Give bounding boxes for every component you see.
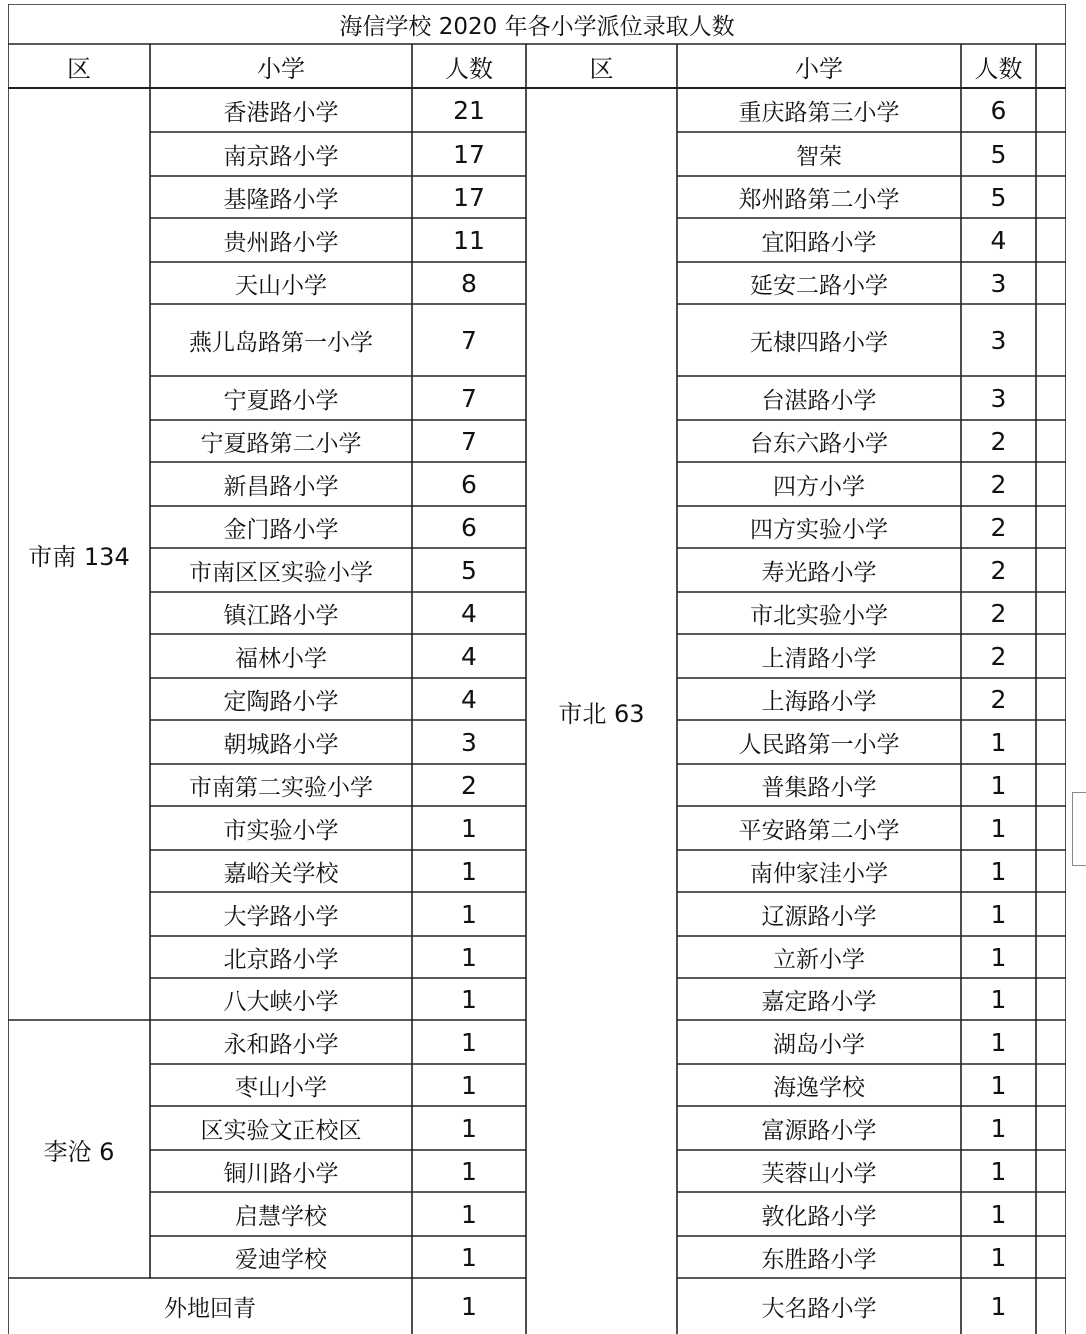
right-school-name: 普集路小学 — [761, 774, 877, 801]
right-school-name: 市北实验小学 — [750, 602, 888, 629]
left-school-count: 1 — [461, 1070, 477, 1100]
right-school-name: 辽源路小学 — [761, 903, 877, 930]
left-school-count: 7 — [461, 426, 477, 456]
right-school-count: 1 — [990, 1027, 1007, 1057]
district-label-left: 市南 134 — [28, 542, 130, 571]
left-school-name: 铜川路小学 — [223, 1160, 339, 1187]
right-school-count: 5 — [990, 139, 1007, 169]
right-school-name: 无棣四路小学 — [750, 329, 888, 356]
left-school-name: 天山小学 — [235, 272, 327, 299]
right-school-count: 2 — [990, 469, 1007, 499]
left-school-name: 南京路小学 — [223, 143, 339, 170]
left-school-name: 宁夏路小学 — [223, 387, 339, 414]
left-last-count: 1 — [461, 1291, 477, 1321]
left-school-name: 新昌路小学 — [223, 473, 339, 500]
left-school-count: 4 — [461, 641, 477, 671]
right-school-count: 5 — [990, 182, 1007, 212]
left-school-count: 6 — [461, 469, 477, 499]
left-school-name: 大学路小学 — [223, 903, 339, 930]
district-label-right: 市北 63 — [558, 699, 645, 728]
left-school-count: 1 — [461, 1156, 477, 1186]
left-school-name: 市南第二实验小学 — [189, 774, 373, 801]
right-school-count: 3 — [990, 383, 1007, 413]
right-school-name: 大名路小学 — [761, 1295, 877, 1322]
right-school-count: 1 — [990, 984, 1007, 1014]
admission-table — [8, 4, 1066, 1334]
right-school-name: 郑州路第二小学 — [738, 186, 900, 213]
right-school-count: 4 — [990, 225, 1007, 255]
right-school-count: 1 — [990, 770, 1007, 800]
right-school-count: 1 — [990, 813, 1007, 843]
left-school-count: 4 — [461, 598, 477, 628]
left-school-name: 朝城路小学 — [223, 731, 339, 758]
right-school-name: 四方小学 — [773, 473, 865, 500]
right-school-count: 1 — [990, 856, 1007, 886]
header-count-left: 人数 — [445, 54, 493, 83]
right-school-name: 嘉定路小学 — [761, 988, 877, 1015]
right-school-name: 寿光路小学 — [761, 559, 877, 586]
left-school-name: 启慧学校 — [235, 1203, 327, 1230]
left-school-count: 1 — [461, 899, 477, 929]
left-school-count: 11 — [453, 225, 485, 255]
right-school-count: 1 — [990, 727, 1007, 757]
left-school-count: 2 — [461, 770, 477, 800]
left-school-name: 福林小学 — [235, 645, 327, 672]
left-school-count: 4 — [461, 684, 477, 714]
left-school-name: 香港路小学 — [223, 99, 339, 126]
left-school-name: 八大峡小学 — [223, 988, 339, 1015]
right-school-count: 1 — [990, 1156, 1007, 1186]
right-school-count: 1 — [990, 1113, 1007, 1143]
edge-artifact — [1072, 792, 1086, 866]
left-school-name: 嘉峪关学校 — [223, 860, 339, 887]
right-school-name: 立新小学 — [773, 946, 865, 973]
left-school-name: 区实验文正校区 — [200, 1117, 362, 1144]
left-school-name: 镇江路小学 — [223, 602, 339, 629]
header-school-left: 小学 — [257, 54, 305, 83]
right-school-name: 人民路第一小学 — [738, 731, 900, 758]
left-school-name: 燕儿岛路第一小学 — [189, 329, 373, 356]
left-school-count: 5 — [461, 555, 477, 585]
left-school-count: 3 — [461, 727, 477, 757]
left-school-count: 17 — [453, 139, 485, 169]
right-school-name: 智荣 — [796, 143, 842, 170]
left-school-count: 1 — [461, 942, 477, 972]
left-school-count: 7 — [461, 325, 477, 355]
left-school-count: 7 — [461, 383, 477, 413]
right-school-name: 台湛路小学 — [761, 387, 877, 414]
left-school-name: 宁夏路第二小学 — [200, 430, 362, 457]
header-district-right: 区 — [589, 54, 614, 83]
right-school-count: 2 — [990, 598, 1007, 628]
right-school-count: 1 — [990, 1291, 1007, 1321]
right-school-name: 重庆路第三小学 — [738, 99, 900, 126]
table-title: 海信学校 2020 年各小学派位录取人数 — [339, 13, 735, 40]
right-school-name: 海逸学校 — [773, 1074, 865, 1101]
left-school-count: 1 — [461, 1242, 477, 1272]
left-school-name: 爱迪学校 — [235, 1246, 327, 1273]
right-school-name: 芙蓉山小学 — [761, 1160, 877, 1187]
right-school-name: 富源路小学 — [761, 1117, 877, 1144]
left-school-name: 市实验小学 — [223, 817, 339, 844]
left-school-count: 6 — [461, 512, 477, 542]
right-school-count: 2 — [990, 684, 1007, 714]
left-school-name: 贵州路小学 — [223, 229, 339, 256]
left-school-count: 8 — [461, 268, 477, 298]
left-school-count: 1 — [461, 856, 477, 886]
header-count-right: 人数 — [974, 54, 1023, 83]
right-school-count: 1 — [990, 942, 1007, 972]
left-school-name: 市南区区实验小学 — [189, 559, 373, 586]
left-school-name: 金门路小学 — [223, 516, 339, 543]
right-school-name: 台东六路小学 — [750, 430, 888, 457]
right-school-count: 3 — [990, 268, 1007, 298]
left-school-count: 1 — [461, 1027, 477, 1057]
right-school-count: 2 — [990, 641, 1007, 671]
left-school-name: 定陶路小学 — [223, 688, 339, 715]
right-school-name: 敦化路小学 — [761, 1203, 877, 1230]
left-school-count: 1 — [461, 1113, 477, 1143]
left-last-label: 外地回青 — [164, 1295, 256, 1322]
header-district-left: 区 — [67, 54, 91, 83]
right-school-count: 1 — [990, 1070, 1007, 1100]
right-school-name: 四方实验小学 — [750, 516, 888, 543]
left-school-name: 基隆路小学 — [223, 186, 339, 213]
right-school-count: 1 — [990, 1242, 1007, 1272]
right-school-count: 1 — [990, 1199, 1007, 1229]
right-school-name: 上清路小学 — [761, 645, 877, 672]
right-school-name: 延安二路小学 — [750, 272, 888, 299]
right-school-name: 东胜路小学 — [761, 1246, 877, 1273]
right-school-count: 6 — [990, 95, 1007, 125]
right-school-name: 上海路小学 — [761, 688, 877, 715]
district-label-left: 李沧 6 — [43, 1137, 115, 1166]
left-school-count: 17 — [453, 182, 485, 212]
right-school-name: 平安路第二小学 — [738, 817, 900, 844]
left-school-count: 1 — [461, 813, 477, 843]
left-school-count: 1 — [461, 984, 477, 1014]
left-school-name: 永和路小学 — [223, 1031, 339, 1058]
right-school-count: 2 — [990, 512, 1007, 542]
right-school-name: 湖岛小学 — [773, 1031, 865, 1058]
left-school-name: 枣山小学 — [235, 1074, 327, 1101]
right-school-count: 2 — [990, 426, 1007, 456]
right-school-count: 2 — [990, 555, 1007, 585]
left-school-count: 1 — [461, 1199, 477, 1229]
right-school-name: 南仲家洼小学 — [750, 860, 888, 887]
right-school-count: 1 — [990, 899, 1007, 929]
right-school-name: 宜阳路小学 — [761, 229, 877, 256]
left-school-name: 北京路小学 — [223, 946, 339, 973]
header-school-right: 小学 — [795, 54, 843, 83]
left-school-count: 21 — [453, 95, 485, 125]
right-school-count: 3 — [990, 325, 1007, 355]
